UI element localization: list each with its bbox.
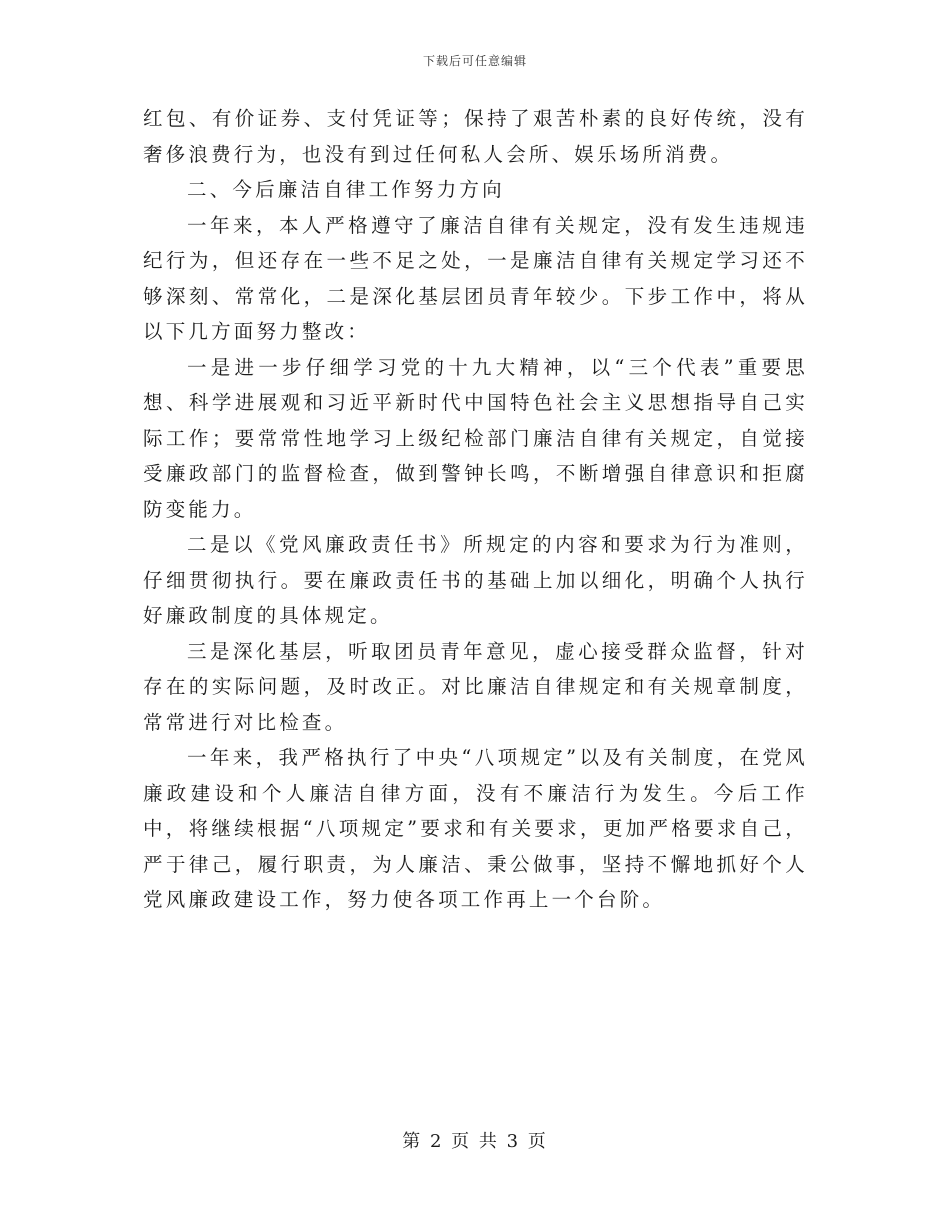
paragraph: 二是以《党风廉政责任书》所规定的内容和要求为行为准则，仔细贯彻执行。要在廉政责任书的基础上加以细化，明确个人执行好廉政制度的具体规定。 [143,533,808,627]
paragraph: 一年来，本人严格遵守了廉洁自律有关规定，没有发生违规违纪行为，但还存在一些不足之处，一是廉洁自律有关规定学习还不够深刻、常常化，二是深化基层团员青年较少。下步工作中，将从以下几方面努力整改： [143,213,808,343]
paragraph: 一是进一步仔细学习党的十九大精神，以“三个代表”重要思想、科学进展观和习近平新时代中国特色社会主义思想指导自己实际工作；要常常性地学习上级纪检部门廉洁自律有关规定，自觉接受廉政部门的监督检查，做到警钟长鸣，不断增强自律意识和拒腐防变能力。 [143,355,808,521]
section-heading: 二、今后廉洁自律工作努力方向 [187,178,505,201]
document-body [143,101,808,918]
paragraph: 三是深化基层，听取团员青年意见，虚心接受群众监督，针对存在的实际问题，及时改正。对比廉洁自律规定和有关规章制度，常常进行对比检查。 [143,639,808,734]
paragraph: 一年来，我严格执行了中央“八项规定”以及有关制度，在党风廉政建设和个人廉洁自律方面，没有不廉洁行为发生。今后工作中，将继续根据“八项规定”要求和有关要求，更加严格要求自己，严于律己，履行职责，为人廉洁、秉公做事，坚持不懈地抓好个人党风廉政建设工作，努力使各项工作再上一个台阶。 [143,746,808,911]
paragraph-continuation: 红包、有价证券、支付凭证等；保持了艰苦朴素的良好传统，没有奢侈浪费行为，也没有到过任何私人会所、娱乐场所消费。 [143,107,808,166]
page-number: 第 2 页 共 3 页 [402,1131,548,1152]
page-header: 下载后可任意编辑 [422,54,527,68]
